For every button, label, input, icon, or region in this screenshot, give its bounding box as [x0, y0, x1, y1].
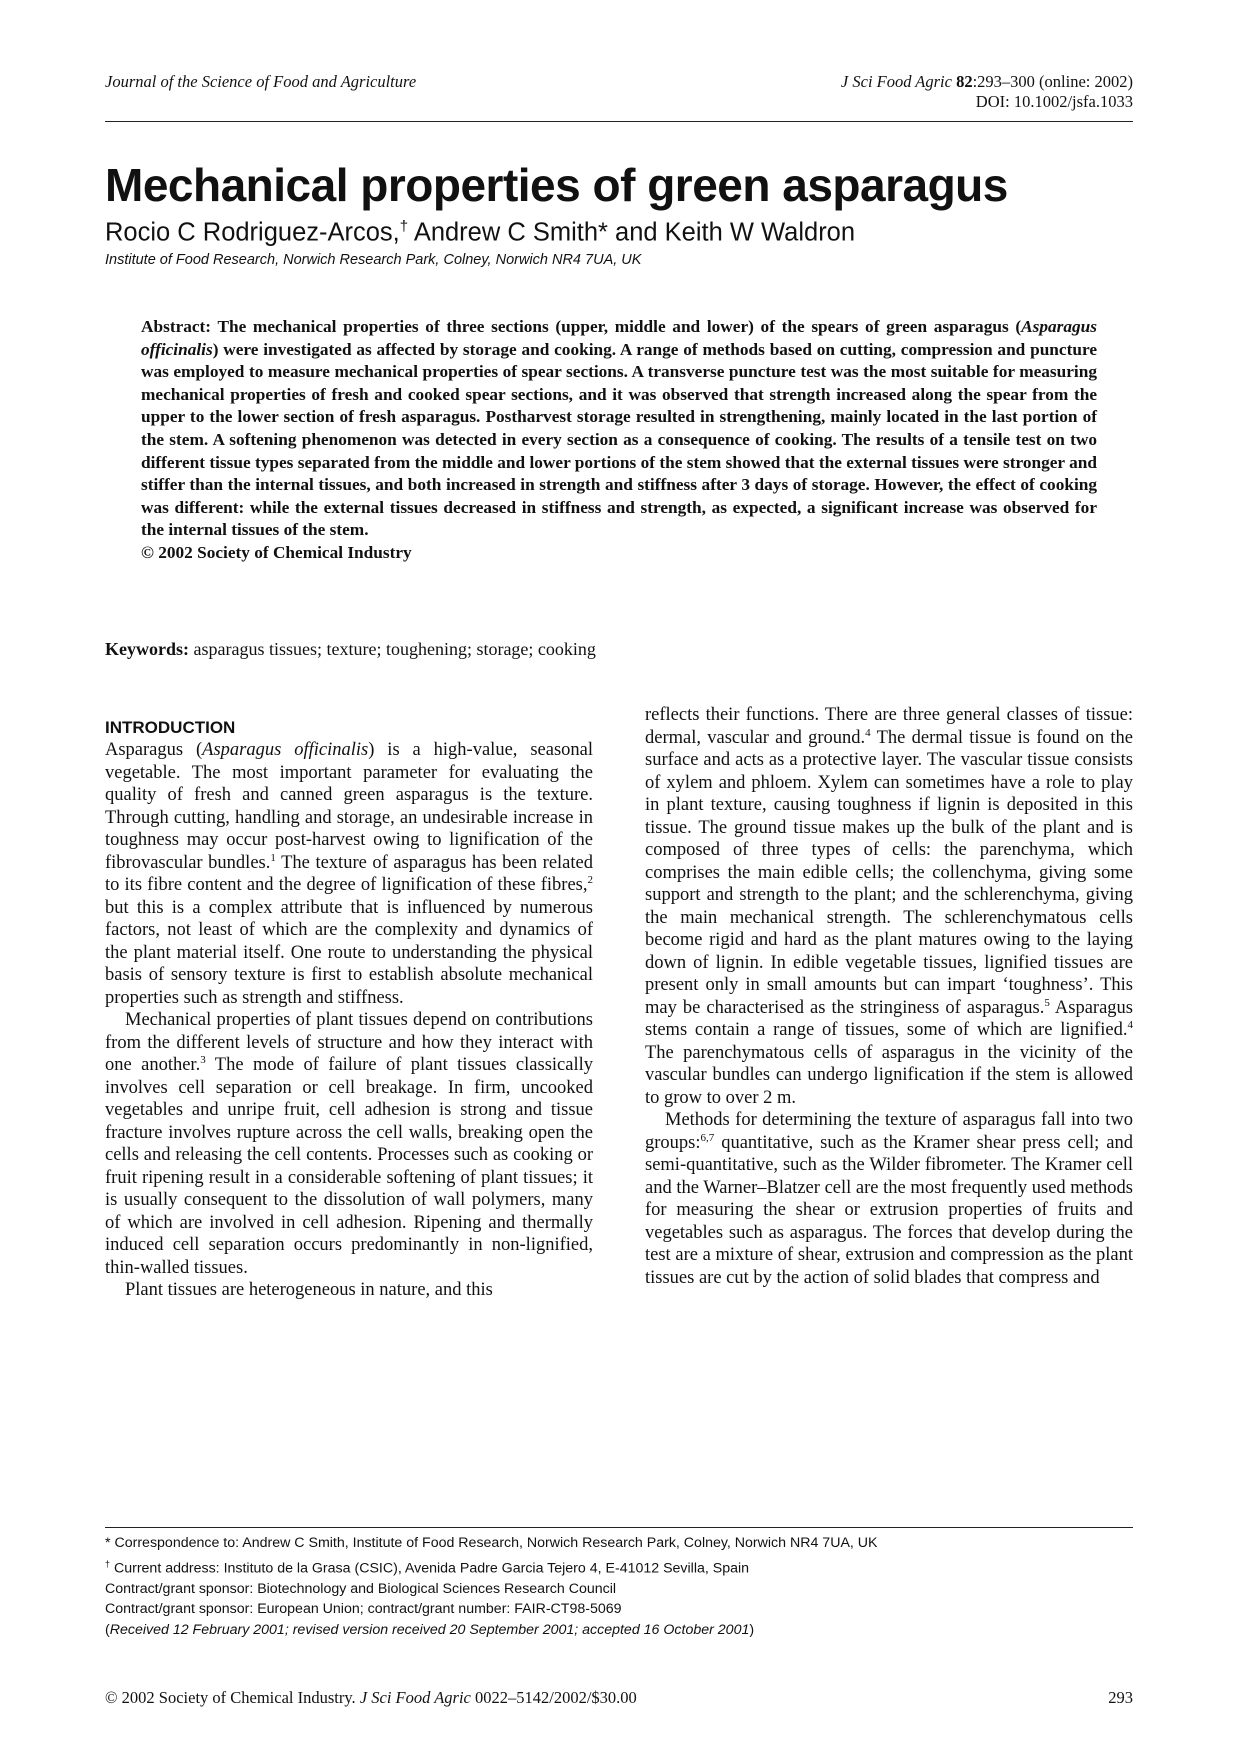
- footnote-text: Current address: Instituto de la Grasa (CSIC), Avenida Padre Garcia Tejero 4, E-41012 Sevilla, Spain: [110, 1560, 750, 1577]
- footnote-mark: *: [105, 1535, 111, 1551]
- author-1: Rocio C Rodriguez-Arcos,: [105, 218, 400, 247]
- keywords-list: asparagus tissues; texture; toughening; storage; cooking: [193, 639, 596, 659]
- text-run: The parenchymatous cells of asparagus in the vicinity of the vascular bundles can undergo lignification if the stem is allowed to grow to over 2 m.: [645, 1042, 1133, 1108]
- page-number: 293: [1108, 1688, 1133, 1707]
- footnote-sponsor-2: Contract/grant sponsor: European Union; contract/grant number: FAIR-CT98-5069: [105, 1601, 622, 1618]
- text-run: Asparagus (: [105, 740, 203, 760]
- text-run: Mechanical properties of plant tissues depend on contributions from the different levels of structure and how they interact with one another.: [105, 1010, 593, 1075]
- footnote-mark: †: [105, 1558, 111, 1569]
- text-run: The dermal tissue is found on the surface and acts as a protective layer. The vascular tissue consists of xylem and phloem. Xylem can sometimes have a role to play in plant texture, causing toughness if lignin is deposited in this tissue. The ground tissue makes up the bulk of the plant and is composed of three types of cells: the parenchyma, which comprises the main edible cells; the collenchyma, giving some support and strength to the plant; and the schlerenchyma, giving the main mechanical strength. The schlerenchymatous cells become rigid and hard as the plant matures owing to the laying down of lignin. In edible vegetable tissues, lignified tissues are present only in small amounts but can impart ‘toughness’. This may be characterised as the stringiness of asparagus.: [645, 727, 1134, 1018]
- section-heading-introduction: INTRODUCTION: [105, 718, 236, 737]
- header-rule: [105, 121, 1133, 122]
- footer-copyright: [105, 1688, 637, 1708]
- text-run: The mode of failure of plant tissues classically involves cell separation or cell breakage. In firm, uncooked vegetables and unripe fruit, cell adhesion is strong and tissue fracture involves rupture across the cell walls, breaking open the cells and releasing the cell contents. Processes such as cooking or fruit ripening result in a considerable softening of plant tissues; it is usually consequent to the dissolution of wall polymers, many of which are involved in cell adhesion. Ripening and thermally induced cell separation occurs predominantly in non-lignified, thin-walled tissues.: [105, 1055, 593, 1278]
- intro-paragraph-1: [105, 739, 593, 1009]
- abstract-label: Abstract:: [141, 317, 212, 336]
- text-run: quantitative, such as the Kramer shear press cell; and semi-quantitative, such as the Wilder fibrometer. The Kramer cell and the Warner–Blatzer cell are the most frequently used methods for measuring the shear or extrusion properties of fruits and vegetables such as asparagus. The forces that develop during the test are a mixture of shear, extrusion and compression as the plant tissues are cut by the action of solid blades that compress and: [645, 1132, 1133, 1288]
- abstract-copyright: © 2002 Society of Chemical Industry: [141, 542, 412, 562]
- text-run: The texture of asparagus has been related to its fibre content and the degree of lignification of these fibres,: [105, 852, 593, 895]
- abstract-text-1: The mechanical properties of three sections (upper, middle and lower) of the spears of green asparagus (: [217, 317, 1022, 336]
- reference-link[interactable]: 4: [865, 726, 871, 739]
- journal-name: Journal of the Science of Food and Agriculture: [105, 72, 417, 91]
- reference-link[interactable]: 4: [1127, 1018, 1133, 1031]
- abstract-text-2: ) were investigated as affected by storage and cooking. A range of methods based on cutting, compression and puncture was employed to measure mechanical properties of spear sections. A transverse puncture test was the most suitable for measuring mechanical properties of fresh and cooked spear sections, and it was observed that strength increased along the spear from the upper to the lower section of fresh asparagus. Postharvest storage resulted in strengthening, mainly located in the last portion of the stem. A softening phenomenon was detected in every section as a consequence of cooking. The results of a tensile test on two different tissue types separated from the middle and lower portions of the stem showed that the external tissues were stronger and stiffer than the internal tissues, and both increased in strength and stiffness after 3 days of storage. However, the effect of cooking was different: while the external tissues decreased in stiffness and strength, as expected, a significant increase was observed for the internal tissues of the stem.: [141, 339, 1097, 540]
- author-2-3: Andrew C Smith* and Keith W Waldron: [413, 218, 856, 247]
- citation-block: [841, 72, 1133, 112]
- received-dates: Received 12 February 2001; revised version received 20 September 2001; accepted 16 October 2001: [109, 1621, 750, 1638]
- copyright-text: © 2002 Society of Chemical Industry.: [105, 1688, 360, 1707]
- author-list: [105, 218, 855, 248]
- text-run: ) is a high-value, seasonal vegetable. The most important parameter for evaluating the quality of fresh and canned green asparagus is the texture. Through cutting, handling and storage, an undesirable increase in toughness may occur post-harvest owing to lignification of the fibrovascular bundles.: [105, 740, 593, 873]
- reference-link[interactable]: 1: [270, 851, 276, 864]
- footnote-rule: [105, 1527, 1133, 1528]
- footnote-sponsor-1: Contract/grant sponsor: Biotechnology and Biological Sciences Research Council: [105, 1580, 617, 1597]
- footer-issn: 0022–5142/2002/$30.00: [470, 1688, 637, 1707]
- citation-pages: :293–300 (online: 2002): [972, 72, 1133, 91]
- intro-paragraph-3: [105, 1279, 593, 1302]
- citation-line: [841, 72, 1133, 92]
- affiliation: Institute of Food Research, Norwich Research Park, Colney, Norwich NR4 7UA, UK: [105, 252, 642, 268]
- paren: ): [749, 1621, 755, 1638]
- intro-paragraph-3-continued: [645, 704, 1133, 1109]
- abstract-species: Asparagus officinalis: [141, 317, 1097, 359]
- keywords-label: Keywords:: [105, 639, 189, 659]
- reference-link[interactable]: 2: [587, 873, 593, 886]
- author-1-mark: †: [399, 218, 409, 235]
- text-run: Asparagus stems contain a range of tissues, some of which are lignified.: [645, 997, 1133, 1040]
- keywords: [105, 639, 596, 660]
- reference-link[interactable]: 6,7: [700, 1131, 715, 1144]
- text-run: Methods for determining the texture of asparagus fall into two groups:: [645, 1110, 1133, 1153]
- citation-volume: 82: [956, 72, 973, 91]
- reference-link[interactable]: 5: [1044, 996, 1050, 1009]
- abstract: [141, 316, 1097, 565]
- running-head: [105, 66, 1133, 110]
- footnote-text: Correspondence to: Andrew C Smith, Institute of Food Research, Norwich Research Park, Colney, Norwich NR4 7UA, UK: [110, 1535, 878, 1551]
- article-page: [105, 66, 1134, 1707]
- footer-journal: J Sci Food Agric: [359, 1688, 471, 1707]
- intro-paragraph-4: [645, 1109, 1133, 1289]
- species-name: Asparagus officinalis: [202, 740, 369, 760]
- footnote-current-address: [105, 1554, 1133, 1579]
- article-title: Mechanical properties of green asparagus: [105, 159, 1008, 211]
- column-left: [105, 717, 593, 1302]
- text-run: Plant tissues are heterogeneous in nature, and this: [125, 1280, 493, 1300]
- footnote-correspondence: [105, 1533, 1133, 1554]
- paren: (: [105, 1621, 110, 1638]
- footnotes: [105, 1533, 1133, 1640]
- column-right: [645, 704, 1133, 1289]
- intro-paragraph-2: [105, 1009, 593, 1279]
- doi-link[interactable]: DOI: 10.1002/jsfa.1033: [975, 92, 1133, 111]
- reference-link[interactable]: 3: [200, 1053, 206, 1066]
- text-run: but this is a complex attribute that is influenced by numerous factors, not least of which are the complexity and dynamics of the plant material itself. One route to understanding the physical basis of sensory texture is first to establish absolute mechanical properties such as strength and stiffness.: [105, 897, 593, 1008]
- footnote-received: [105, 1620, 1133, 1641]
- text-run: reflects their functions. There are three general classes of tissue: dermal, vascular and ground.: [645, 705, 1133, 748]
- citation-journal: J Sci Food Agric: [840, 72, 952, 91]
